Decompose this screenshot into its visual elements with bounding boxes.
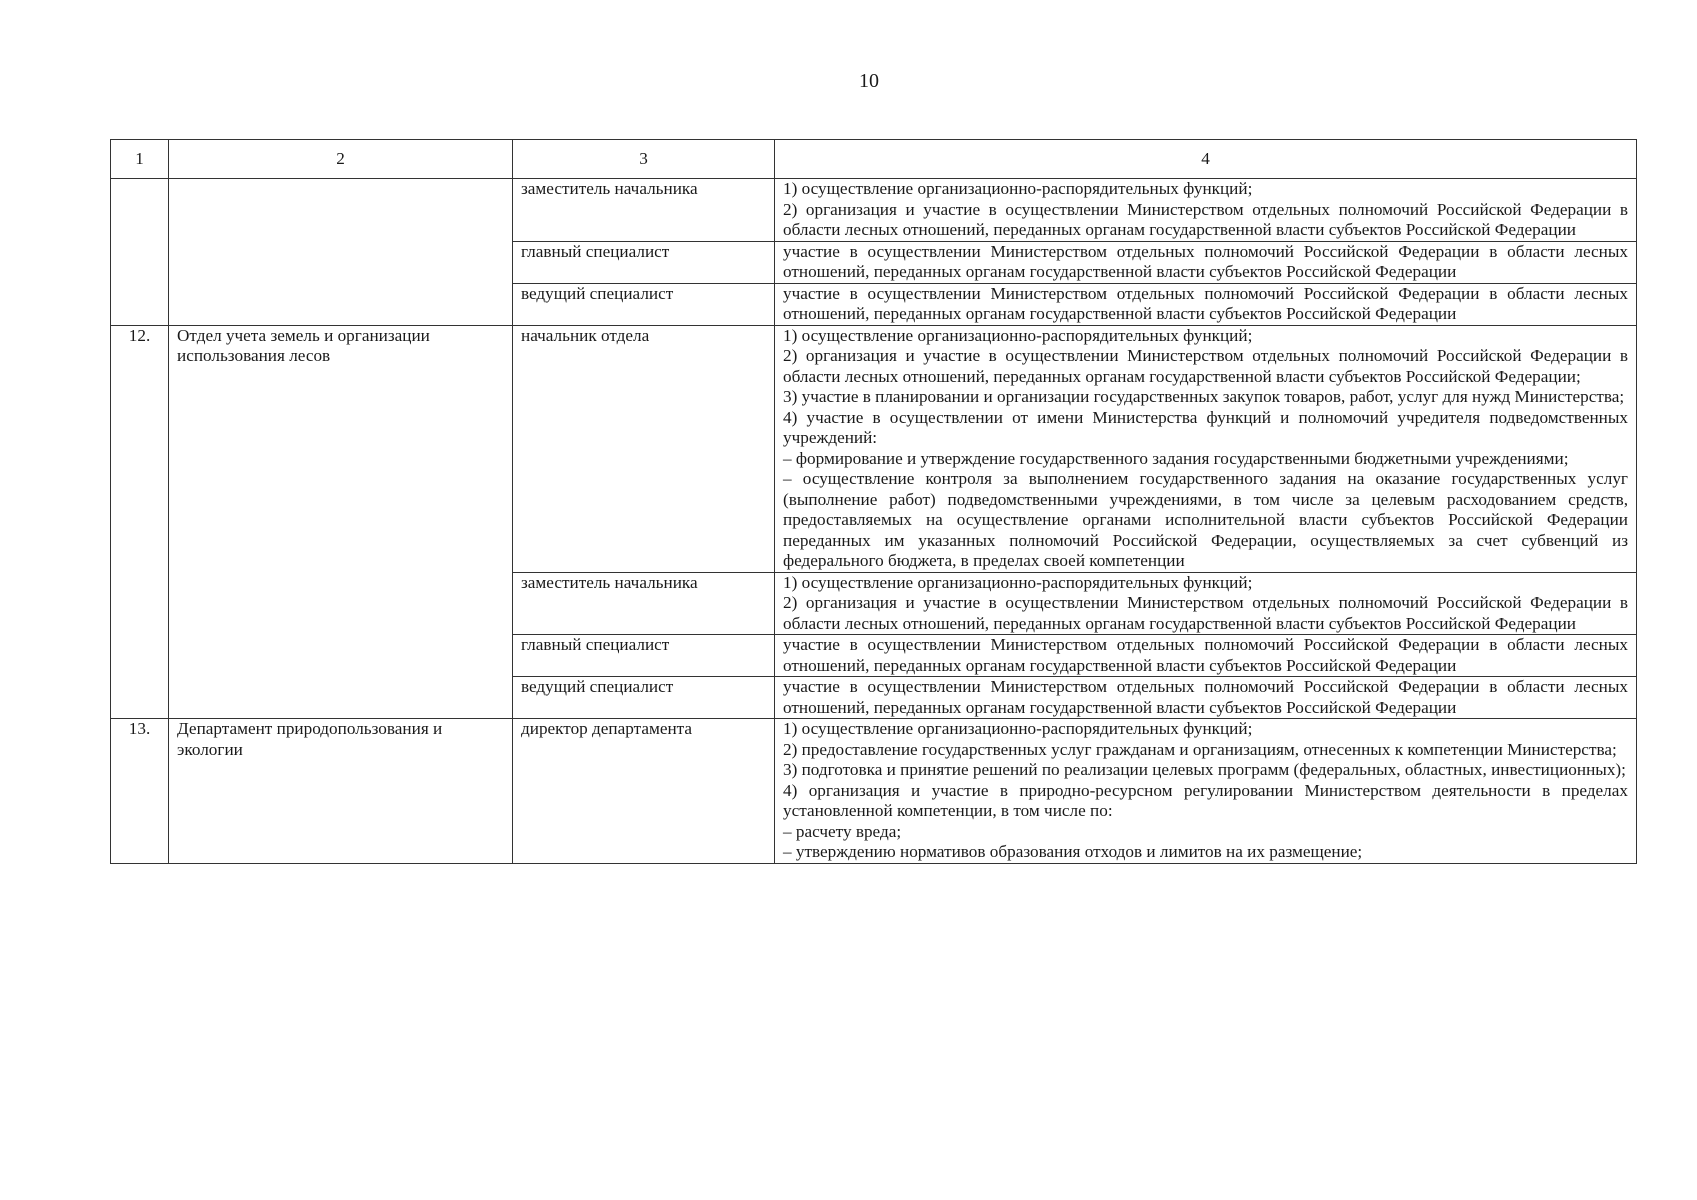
function-item: 4) организация и участие в природно-ресурсном регулировании Министерством деятельности в пределах установленной компетенции, в том числе по: bbox=[783, 780, 1628, 820]
department-name: Отдел учета земель и организации использования лесов bbox=[169, 325, 513, 719]
function-item: 2) организация и участие в осуществлении Министерством отдельных полномочий Российской Федерации в области лесных отношений, переданных органам государственной власти субъектов Российской Федерации; bbox=[783, 346, 1628, 386]
table-row bbox=[111, 179, 1637, 242]
header-row bbox=[111, 140, 1637, 179]
functions-cell bbox=[775, 179, 1637, 242]
position-cell: начальник отдела bbox=[513, 325, 775, 572]
function-item: – утверждению нормативов образования отходов и лимитов на их размещение; bbox=[783, 842, 1363, 861]
row-number: 12. bbox=[111, 325, 169, 719]
function-item: участие в осуществлении Министерством отдельных полномочий Российской Федерации в области лесных отношений, переданных органам государственной власти субъектов Российской Федерации bbox=[783, 283, 1628, 323]
functions-cell bbox=[775, 241, 1637, 283]
staff-functions-table bbox=[110, 139, 1637, 864]
row-number-empty bbox=[111, 179, 169, 326]
function-item: 3) участие в планировании и организации государственных закупок товаров, работ, услуг для нужд Министерства; bbox=[783, 387, 1625, 406]
position-cell: директор департамента bbox=[513, 719, 775, 864]
function-item: – формирование и утверждение государственного задания государственными бюджетными учреждениями; bbox=[783, 448, 1569, 468]
function-item: 4) участие в осуществлении от имени Министерства функций и полномочий учредителя подведомственных учреждений: bbox=[783, 407, 1628, 447]
function-item: 1) осуществление организационно-распорядительных функций; bbox=[783, 719, 1253, 738]
row-number: 13. bbox=[111, 719, 169, 864]
header-col-3: 3 bbox=[513, 140, 775, 179]
department-name: Департамент природопользования и экологии bbox=[169, 719, 513, 864]
header-col-2: 2 bbox=[169, 140, 513, 179]
table-row bbox=[111, 719, 1637, 864]
function-item: 2) предоставление государственных услуг гражданам и организациям, отнесенных к компетенции Министерства; bbox=[783, 739, 1617, 759]
header-col-4: 4 bbox=[775, 140, 1637, 179]
functions-cell bbox=[775, 325, 1637, 572]
function-item: 1) осуществление организационно-распорядительных функций; bbox=[783, 325, 1253, 345]
position-cell: ведущий специалист bbox=[513, 283, 775, 325]
functions-cell bbox=[775, 572, 1637, 635]
table-row bbox=[111, 325, 1637, 572]
function-item: участие в осуществлении Министерством отдельных полномочий Российской Федерации в области лесных отношений, переданных органам государственной власти субъектов Российской Федерации bbox=[783, 677, 1628, 717]
function-item: 2) организация и участие в осуществлении Министерством отдельных полномочий Российской Федерации в области лесных отношений, переданных органам государственной власти субъектов Российской Федерации bbox=[783, 199, 1628, 239]
header-col-1: 1 bbox=[111, 140, 169, 179]
position-cell: главный специалист bbox=[513, 635, 775, 677]
position-cell: главный специалист bbox=[513, 241, 775, 283]
function-item: – осуществление контроля за выполнением государственного задания на оказание государственных услуг (выполнение работ) подведомственными учреждениями, в том числе за целевым расходованием средств, предоставляемых на осуществление органами исполнительной власти субъектов Российской Федерации переданных им указанных полномочий Российской Федерации, осуществляемых за счет субвенций из федерального бюджета, в пределах своей компетенции bbox=[783, 469, 1628, 570]
functions-cell bbox=[775, 283, 1637, 325]
functions-cell bbox=[775, 719, 1637, 864]
function-item: участие в осуществлении Министерством отдельных полномочий Российской Федерации в области лесных отношений, переданных органам государственной власти субъектов Российской Федерации bbox=[783, 241, 1628, 281]
function-item: 2) организация и участие в осуществлении Министерством отдельных полномочий Российской Федерации в области лесных отношений, переданных органам государственной власти субъектов Российской Федерации bbox=[783, 593, 1628, 633]
function-item: участие в осуществлении Министерством отдельных полномочий Российской Федерации в области лесных отношений, переданных органам государственной власти субъектов Российской Федерации bbox=[783, 635, 1628, 675]
functions-cell bbox=[775, 635, 1637, 677]
position-cell: заместитель начальника bbox=[513, 572, 775, 635]
functions-cell bbox=[775, 677, 1637, 719]
function-item: – расчету вреда; bbox=[783, 821, 902, 841]
function-item: 1) осуществление организационно-распорядительных функций; bbox=[783, 572, 1253, 592]
page-number: 10 bbox=[859, 70, 879, 92]
function-item: 3) подготовка и принятие решений по реализации целевых программ (федеральных, областных, инвестиционных); bbox=[783, 760, 1626, 779]
function-item: 1) осуществление организационно-распорядительных функций; bbox=[783, 179, 1253, 198]
position-cell: заместитель начальника bbox=[513, 179, 775, 242]
position-cell: ведущий специалист bbox=[513, 677, 775, 719]
department-empty bbox=[169, 179, 513, 326]
